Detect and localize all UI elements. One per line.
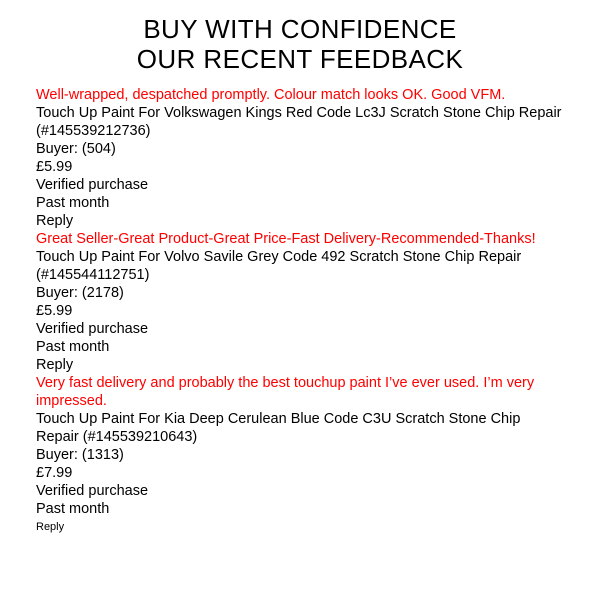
feedback-date: Past month: [36, 339, 110, 355]
feedback-comment: Well-wrapped, despatched promptly. Colour match looks OK. Good VFM.: [36, 87, 506, 103]
page-header: [0, 0, 600, 74]
feedback-comment: Great Seller-Great Product-Great Price-Fast Delivery-Recommended-Thanks!: [36, 231, 536, 247]
feedback-buyer: Buyer: (1313): [36, 447, 124, 463]
page-title-line-1: BUY WITH CONFIDENCE: [143, 14, 457, 44]
feedback-reply-link[interactable]: Reply: [36, 357, 74, 373]
feedback-reply-link[interactable]: Reply: [36, 213, 74, 229]
feedback-entry-1: [36, 86, 564, 230]
feedback-item-title: Touch Up Paint For Kia Deep Cerulean Blue Code C3U Scratch Stone Chip Repair (#145539210643): [36, 411, 521, 445]
feedback-entry-2: [36, 230, 564, 374]
feedback-date: Past month: [36, 195, 110, 211]
page-title-line-2: OUR RECENT FEEDBACK: [136, 44, 464, 74]
feedback-verified-purchase: Verified purchase: [36, 483, 149, 499]
feedback-price: £7.99: [36, 465, 73, 481]
feedback-verified-purchase: Verified purchase: [36, 321, 149, 337]
feedback-verified-purchase: Verified purchase: [36, 177, 149, 193]
feedback-date: Past month: [36, 501, 110, 517]
feedback-item-title: Touch Up Paint For Volkswagen Kings Red Code Lc3J Scratch Stone Chip Repair (#145539212736): [36, 105, 562, 139]
feedback-comment: Very fast delivery and probably the best touchup paint I’ve ever used. I’m very impressed.: [36, 375, 535, 409]
feedback-item-title: Touch Up Paint For Volvo Savile Grey Code 492 Scratch Stone Chip Repair (#145544112751): [36, 249, 522, 283]
feedback-buyer: Buyer: (2178): [36, 285, 124, 301]
feedback-buyer: Buyer: (504): [36, 141, 116, 157]
feedback-list: [0, 74, 600, 535]
feedback-entry-3: [36, 374, 564, 535]
feedback-price: £5.99: [36, 303, 73, 319]
feedback-reply-link[interactable]: Reply: [36, 521, 65, 533]
feedback-price: £5.99: [36, 159, 73, 175]
